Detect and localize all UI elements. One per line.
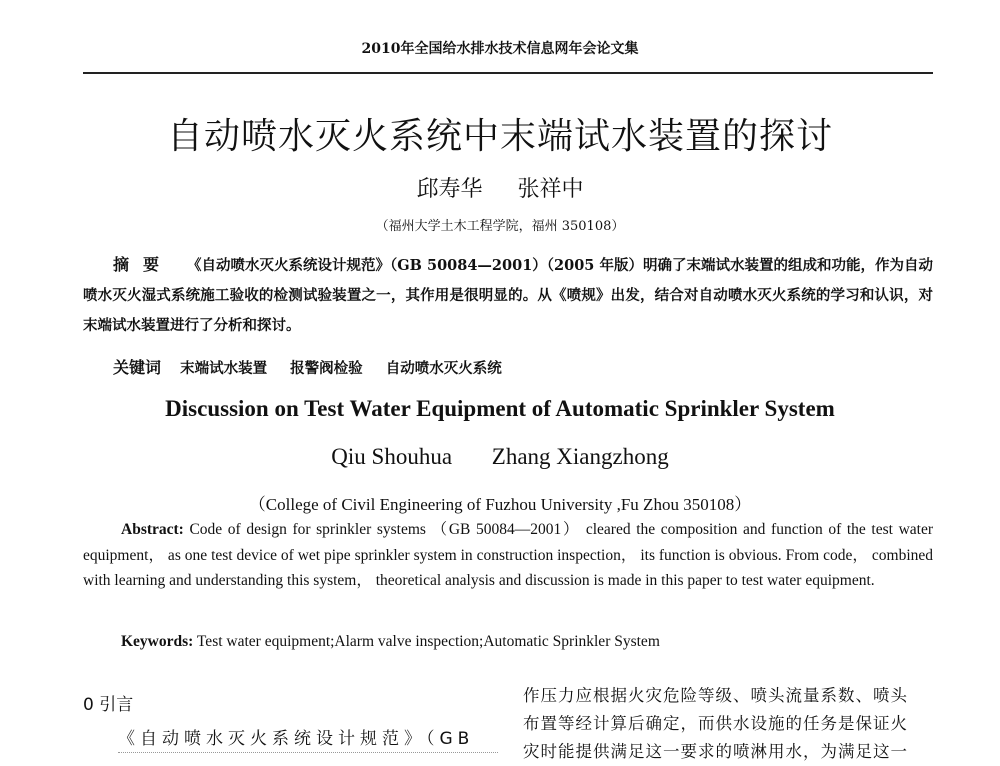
abstract-cn-label: 摘要 [113,255,174,274]
abstract-en-label: Abstract: [121,521,184,538]
keyword-cn-1: 末端试水装置 [180,360,268,377]
keyword-cn-3: 自动喷水灭火系统 [385,360,502,377]
paper-title-en: Discussion on Test Water Equipment of Automatic Sprinkler System [165,396,835,421]
running-header: 2010年全国给水排水技术信息网年会论文集 [361,41,639,57]
author-cn-1: 邱寿华 [416,177,483,202]
keywords-en-text: Test water equipment;Alarm valve inspection;Automatic Sprinkler System [193,633,660,650]
header-rule [83,72,933,74]
authors-en [0,444,1000,470]
authors-cn [0,172,1000,203]
affiliation-cn: （福州大学土木工程学院，福州 350108） [375,219,625,234]
right-column-line: 布置等经计算后确定，而供水设施的任务是保证火 [523,714,908,733]
abstract-cn [83,250,933,341]
keywords-cn [113,355,520,378]
left-column-text: 《自动喷水灭火系统设计规范》（GB [118,729,475,749]
abstract-en [83,517,933,594]
keyword-cn-2: 报警阀检验 [290,360,363,377]
keywords-en [121,633,660,651]
section-heading: 0 引言 [83,695,134,715]
author-en-2: Zhang Xiangzhong [491,444,669,469]
abstract-cn-text: 《自动喷水灭火系统设计规范》（GB 50084—2001）（2005 年版）明确了末端试水装置的组成和功能，作为自动喷水灭火湿式系统施工验收的检测试验装置之一，其作用是很明显的。从《喷规》出发，结合对自动喷水灭火系统的学习和认识，对末端试水装置进行了分析和探讨。 [83,257,933,334]
author-cn-2: 张祥中 [517,177,584,202]
paper-title-cn: 自动喷水灭火系统中末端试水装置的探讨 [166,116,833,157]
author-en-1: Qiu Shouhua [331,444,453,469]
left-column-cutoff [118,752,498,763]
affiliation-en: （College of Civil Engineering of Fuzhou University ,Fu Zhou 350108） [248,495,752,514]
keywords-cn-label: 关键词 [113,358,162,377]
keywords-en-label: Keywords: [121,633,194,650]
abstract-en-text: Code of design for sprinkler systems （GB 50084—2001） cleared the composition and function of the test water equipment， as one test device of wet pipe sprinkler system in construction inspection， its function is obvious. From code， combined with learning and understanding this system， theoretical analysis and discussion is made in this paper to test water equipment. [83,521,933,589]
right-column-line: 作压力应根据火灾危险等级、喷头流量系数、喷头 [523,686,908,705]
right-column-line: 灾时能提供满足这一要求的喷淋用水，为满足这一 [523,742,908,761]
right-column [523,682,933,766]
